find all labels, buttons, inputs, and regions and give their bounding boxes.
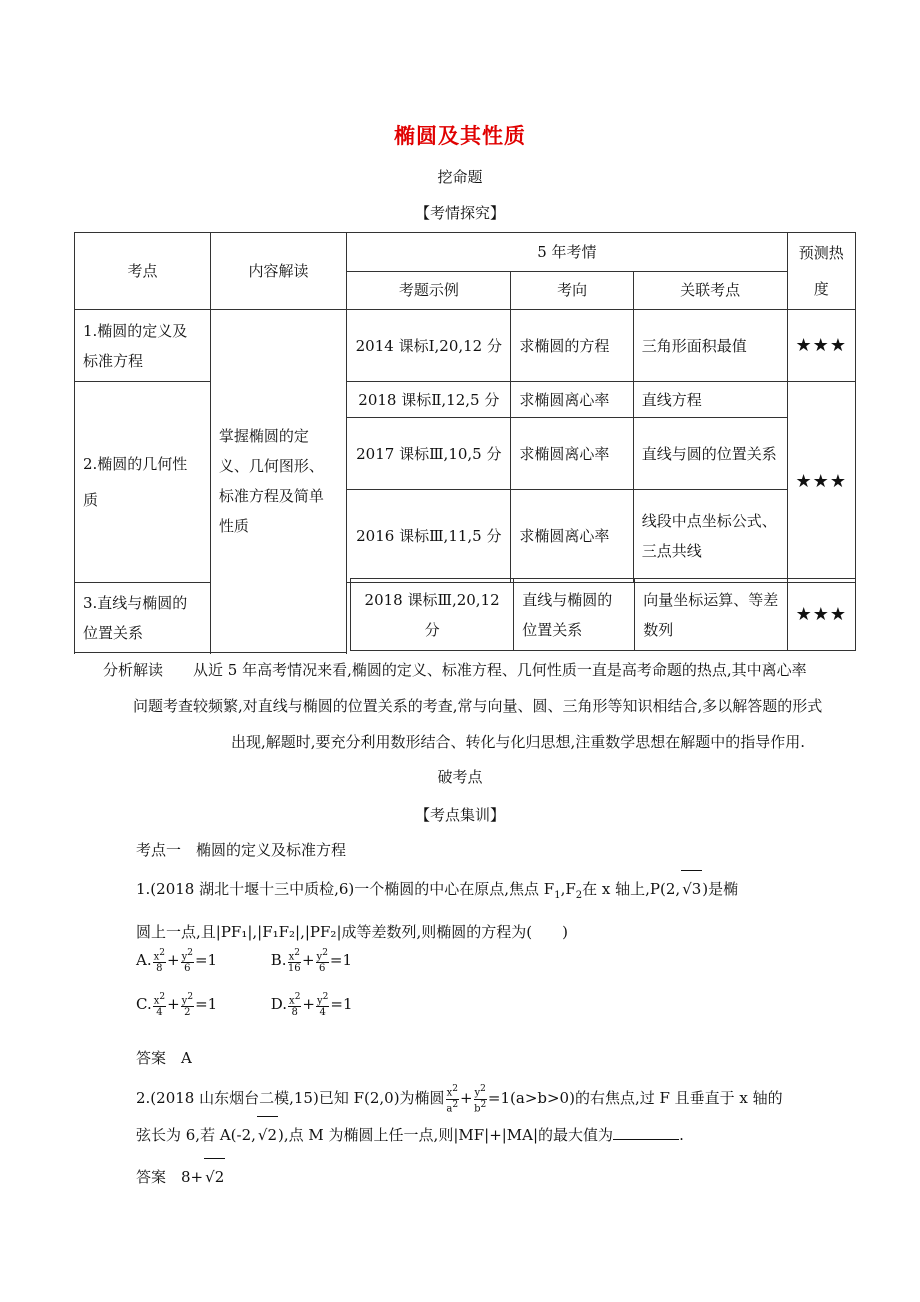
q2-text-a: 2.(2018 山东烟台二模,15)已知 F(2,0)为椭圆 xyxy=(136,1089,445,1107)
stars-rating-1: ★★★ xyxy=(787,310,855,382)
row3-related: 直线与圆的位置关系 xyxy=(633,418,787,490)
q1-options xyxy=(136,948,401,1042)
eq: =1 xyxy=(195,995,218,1014)
y: y xyxy=(181,951,188,963)
option-d xyxy=(271,992,401,1018)
option-a-label: A. xyxy=(136,951,152,970)
a: a xyxy=(446,1102,453,1114)
stars-rating-3: ★★★ xyxy=(787,579,855,651)
x: x xyxy=(446,1087,453,1099)
option-a-den-1: 8 xyxy=(156,963,163,975)
row1-direction: 求椭圆的方程 xyxy=(511,310,633,382)
option-d-den-1: 8 xyxy=(291,1007,298,1019)
row5-example: 2018 课标Ⅲ,20,12 分 xyxy=(351,579,514,651)
analysis-text-3: 出现,解题时,要充分利用数形结合、转化与化归思想,注重数学思想在解题中的指导作用. xyxy=(230,733,806,751)
q1-answer: 答案 A xyxy=(136,1049,192,1067)
row1-related: 三角形面积最值 xyxy=(633,310,787,382)
sqrt-3: √3 xyxy=(681,870,702,907)
eq: =1 xyxy=(194,951,218,970)
row4-related: 线段中点坐标公式、三点共线 xyxy=(633,490,787,583)
option-b-den-2: 6 xyxy=(319,963,326,975)
q1-text-c: 在 x 轴上,P(2, xyxy=(582,880,681,898)
analysis-text-1: 从近 5 年高考情况来看,椭圆的定义、标准方程、几何性质一直是高考命题的热点,其中离心率 xyxy=(193,661,807,679)
row3-example: 2017 课标Ⅲ,10,5 分 xyxy=(347,418,511,490)
frac-x2 xyxy=(446,1084,459,1099)
point-2: 2.椭圆的几何性质 xyxy=(75,382,211,583)
option-d-label: D. xyxy=(270,995,288,1014)
frac-x2 xyxy=(288,992,301,1007)
option-b xyxy=(271,948,401,974)
row4-direction: 求椭圆离心率 xyxy=(511,490,633,583)
q1-sub-1: 1 xyxy=(554,890,561,901)
header-kaoxiang: 考向 xyxy=(511,271,633,310)
q2-text-b: =1(a>b>0)的右焦点,过 F 且垂直于 x 轴的 xyxy=(487,1089,783,1107)
y: y xyxy=(474,1087,481,1099)
frac-b2 xyxy=(474,1100,487,1114)
plus: + xyxy=(166,951,180,970)
option-c xyxy=(136,992,266,1018)
exp: 2 xyxy=(322,948,328,958)
plus: + xyxy=(302,995,315,1014)
frac-a2 xyxy=(446,1100,459,1114)
q2-answer xyxy=(136,1158,225,1195)
frac-y2 xyxy=(181,992,194,1007)
row3-direction: 求椭圆离心率 xyxy=(511,418,633,490)
page-title: 椭圆及其性质 xyxy=(394,123,526,148)
frac-x2 xyxy=(153,992,166,1007)
stars-rating-2: ★★★ xyxy=(787,382,855,583)
question-1 xyxy=(136,870,786,950)
point-3: 3.直线与椭圆的位置关系 xyxy=(75,583,211,653)
exp: 2 xyxy=(159,992,166,1002)
exam-analysis-table-last-row xyxy=(350,578,856,651)
x: x xyxy=(153,995,160,1007)
option-b-label: B. xyxy=(270,951,287,970)
frac-y2 xyxy=(181,948,194,963)
q1-text-b: ,F xyxy=(560,880,576,898)
x: x xyxy=(288,951,295,963)
row2-related: 直线方程 xyxy=(633,382,787,418)
row4-example: 2016 课标Ⅲ,11,5 分 xyxy=(347,490,511,583)
exp: 2 xyxy=(294,992,301,1002)
row5-direction: 直线与椭圆的位置关系 xyxy=(514,579,635,651)
q2-sqrt-value: 2 xyxy=(267,1126,278,1144)
exp: 2 xyxy=(187,992,194,1002)
option-c-den-1: 4 xyxy=(156,1007,163,1019)
question-2 xyxy=(136,1080,786,1153)
exp: 2 xyxy=(187,948,193,958)
exp: 2 xyxy=(452,1099,459,1110)
header-neirong: 内容解读 xyxy=(210,233,346,310)
analysis-paragraph xyxy=(103,652,863,760)
exp: 2 xyxy=(159,948,165,958)
sqrt-2: √2 xyxy=(257,1116,278,1153)
exp: 2 xyxy=(322,992,329,1002)
exp: 2 xyxy=(452,1084,458,1095)
option-a xyxy=(136,948,266,974)
q2-line-2b: ),点 M 为椭圆上任一点,则|MF|+|MA|的最大值为 xyxy=(278,1126,614,1144)
plus: + xyxy=(167,995,180,1014)
option-c-den-2: 2 xyxy=(184,1007,191,1019)
content-description: 掌握椭圆的定义、几何图形、标准方程及简单性质 xyxy=(210,310,346,653)
y: y xyxy=(316,951,323,963)
row2-example: 2018 课标Ⅱ,12,5 分 xyxy=(347,382,511,418)
q2-end: . xyxy=(679,1126,684,1144)
point-1: 1.椭圆的定义及标准方程 xyxy=(75,310,211,382)
row2-direction: 求椭圆离心率 xyxy=(511,382,633,418)
b: b xyxy=(474,1102,481,1114)
header-yuce: 预测热度 xyxy=(787,233,855,310)
section-heading-wamingti: 挖命题 xyxy=(437,168,483,186)
q1-line-2: 圆上一点,且|PF₁|,|F₁F₂|,|PF₂|成等差数列,则椭圆的方程为( ) xyxy=(136,923,568,941)
kaodian-1-heading: 考点一 椭圆的定义及标准方程 xyxy=(136,841,347,859)
q1-sqrt-value: 3 xyxy=(691,880,702,898)
section-heading-pokaodian: 破考点 xyxy=(437,768,483,786)
plus: + xyxy=(459,1089,473,1107)
eq: =1 xyxy=(329,951,353,970)
q2-answer-sqrt-value: 2 xyxy=(214,1168,225,1186)
q2-answer-label: 答案 8+ xyxy=(136,1168,204,1186)
option-d-den-2: 4 xyxy=(319,1007,326,1019)
y: y xyxy=(181,995,188,1007)
q2-line-2a: 弦长为 6,若 A(-2, xyxy=(136,1126,256,1144)
answer-blank[interactable] xyxy=(613,1123,679,1140)
bracket-heading-kaoqing: 【考情探究】 xyxy=(414,204,505,222)
q1-sub-2: 2 xyxy=(575,890,583,901)
option-b-den-1: 16 xyxy=(287,963,301,975)
eq: =1 xyxy=(330,995,353,1014)
x: x xyxy=(289,995,295,1007)
sqrt-2-answer: √2 xyxy=(204,1158,225,1195)
y: y xyxy=(317,995,323,1007)
analysis-text-2: 问题考查较频繁,对直线与椭圆的位置关系的考查,常与向量、圆、三角形等知识相结合,多以解答题的形式 xyxy=(133,697,823,715)
exp: 2 xyxy=(480,1084,486,1095)
row5-related: 向量坐标运算、等差数列 xyxy=(635,579,787,651)
option-a-den-2: 6 xyxy=(184,963,191,975)
exp: 2 xyxy=(480,1099,487,1110)
q1-text-a: 1.(2018 湖北十堰十三中质检,6)一个椭圆的中心在原点,焦点 F xyxy=(136,880,555,898)
header-shili: 考题示例 xyxy=(347,271,511,310)
row1-example: 2014 课标Ⅰ,20,12 分 xyxy=(347,310,511,382)
frac-y2 xyxy=(316,948,329,963)
bracket-heading-jixun: 【考点集训】 xyxy=(414,806,505,824)
header-guanlian: 关联考点 xyxy=(633,271,787,310)
frac-x2 xyxy=(153,948,166,963)
frac-y2 xyxy=(316,992,329,1007)
header-five-year: 5 年考情 xyxy=(347,233,787,272)
header-kaodian: 考点 xyxy=(75,233,211,310)
option-c-label: C. xyxy=(136,995,152,1014)
x: x xyxy=(153,951,160,963)
frac-x2 xyxy=(288,948,301,963)
analysis-label: 分析解读 xyxy=(103,661,164,679)
exp: 2 xyxy=(294,948,300,958)
plus: + xyxy=(301,951,315,970)
frac-y2 xyxy=(474,1084,487,1099)
q1-text-d: )是椭 xyxy=(702,880,739,898)
